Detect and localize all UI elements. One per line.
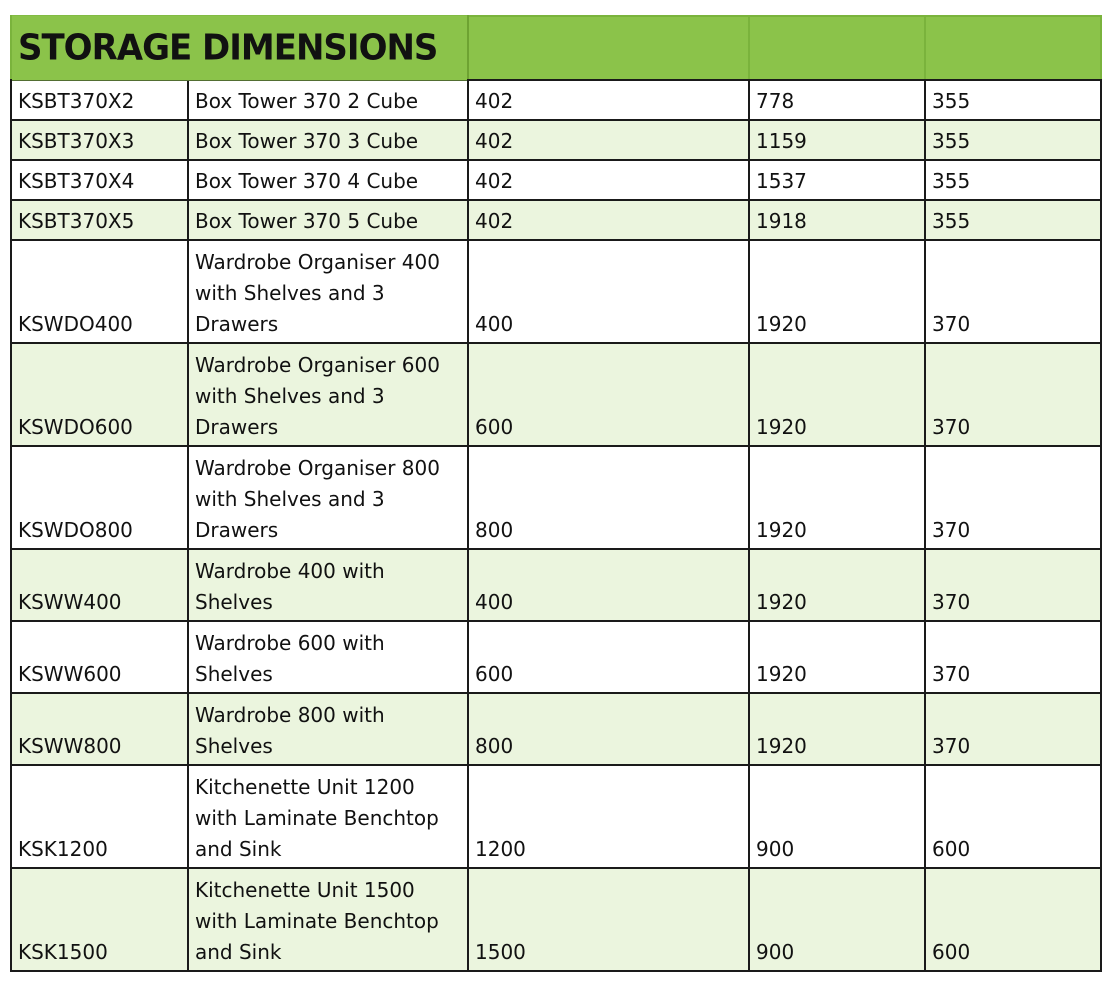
product-code-cell: KSBT370X3	[11, 120, 188, 160]
table-row	[11, 240, 1101, 343]
table-row	[11, 80, 1101, 120]
table-row	[11, 160, 1101, 200]
height-cell: 1920	[749, 446, 925, 549]
product-code-cell: KSWDO800	[11, 446, 188, 549]
height-cell: 1159	[749, 120, 925, 160]
product-description-cell: Kitchenette Unit 1200 with Laminate Benchtop and Sink	[188, 765, 468, 868]
table-row	[11, 200, 1101, 240]
height-cell: 1537	[749, 160, 925, 200]
height-cell: 778	[749, 80, 925, 120]
table-row	[11, 621, 1101, 693]
depth-cell: 600	[925, 868, 1101, 971]
width-cell: 600	[468, 621, 749, 693]
depth-cell: 370	[925, 240, 1101, 343]
depth-cell: 355	[925, 80, 1101, 120]
header-cell	[925, 16, 1101, 80]
table-row	[11, 765, 1101, 868]
product-description-cell: Box Tower 370 2 Cube	[188, 80, 468, 120]
header-cell	[468, 16, 749, 80]
height-cell: 1920	[749, 621, 925, 693]
product-code-cell: KSBT370X4	[11, 160, 188, 200]
height-cell: 900	[749, 868, 925, 971]
table-row	[11, 868, 1101, 971]
width-cell: 400	[468, 240, 749, 343]
width-cell: 402	[468, 200, 749, 240]
width-cell: 402	[468, 80, 749, 120]
header-cell	[749, 16, 925, 80]
depth-cell: 355	[925, 160, 1101, 200]
height-cell: 1920	[749, 240, 925, 343]
depth-cell: 370	[925, 621, 1101, 693]
width-cell: 400	[468, 549, 749, 621]
depth-cell: 370	[925, 693, 1101, 765]
width-cell: 1200	[468, 765, 749, 868]
product-description-cell: Box Tower 370 3 Cube	[188, 120, 468, 160]
depth-cell: 600	[925, 765, 1101, 868]
product-code-cell: KSWW800	[11, 693, 188, 765]
table-row	[11, 120, 1101, 160]
product-code-cell: KSWDO600	[11, 343, 188, 446]
product-description-cell: Kitchenette Unit 1500 with Laminate Benchtop and Sink	[188, 868, 468, 971]
height-cell: 1920	[749, 693, 925, 765]
product-code-cell: KSWDO400	[11, 240, 188, 343]
width-cell: 1500	[468, 868, 749, 971]
depth-cell: 370	[925, 343, 1101, 446]
height-cell: 900	[749, 765, 925, 868]
width-cell: 800	[468, 693, 749, 765]
depth-cell: 370	[925, 446, 1101, 549]
depth-cell: 370	[925, 549, 1101, 621]
height-cell: 1920	[749, 343, 925, 446]
depth-cell: 355	[925, 120, 1101, 160]
depth-cell: 355	[925, 200, 1101, 240]
product-code-cell: KSK1200	[11, 765, 188, 868]
storage-dimensions-table	[10, 15, 1102, 972]
product-description-cell: Box Tower 370 5 Cube	[188, 200, 468, 240]
product-description-cell: Wardrobe Organiser 400 with Shelves and 3 Drawers	[188, 240, 468, 343]
product-description-cell: Wardrobe Organiser 800 with Shelves and 3 Drawers	[188, 446, 468, 549]
width-cell: 800	[468, 446, 749, 549]
product-description-cell: Wardrobe Organiser 600 with Shelves and 3 Drawers	[188, 343, 468, 446]
product-code-cell: KSWW400	[11, 549, 188, 621]
product-code-cell: KSBT370X2	[11, 80, 188, 120]
height-cell: 1918	[749, 200, 925, 240]
product-description-cell: Box Tower 370 4 Cube	[188, 160, 468, 200]
product-code-cell: KSBT370X5	[11, 200, 188, 240]
table-row	[11, 343, 1101, 446]
width-cell: 402	[468, 160, 749, 200]
width-cell: 402	[468, 120, 749, 160]
product-description-cell: Wardrobe 600 with Shelves	[188, 621, 468, 693]
width-cell: 600	[468, 343, 749, 446]
height-cell: 1920	[749, 549, 925, 621]
product-code-cell: KSWW600	[11, 621, 188, 693]
table-row	[11, 693, 1101, 765]
table-row	[11, 446, 1101, 549]
table-header-row	[11, 16, 1101, 80]
product-description-cell: Wardrobe 400 with Shelves	[188, 549, 468, 621]
table-row	[11, 549, 1101, 621]
product-description-cell: Wardrobe 800 with Shelves	[188, 693, 468, 765]
product-code-cell: KSK1500	[11, 868, 188, 971]
table-title: STORAGE DIMENSIONS	[11, 14, 468, 81]
